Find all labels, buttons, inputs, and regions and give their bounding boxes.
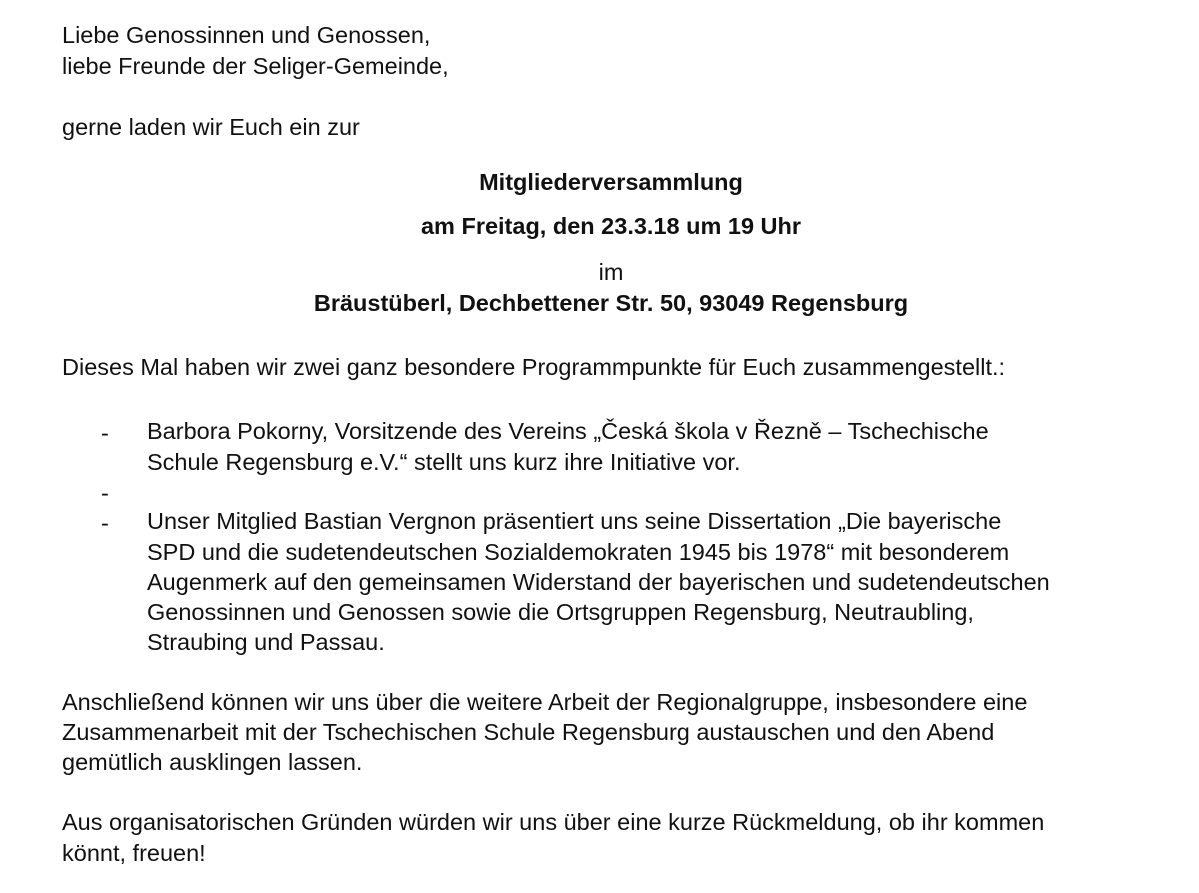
salutation-line-1: Liebe Genossinnen und Genossen, — [62, 22, 431, 48]
bullet-dash: - — [101, 510, 109, 536]
intro-text: gerne laden wir Euch ein zur — [62, 114, 360, 140]
closing-paragraph-line-1: Anschließend können wir uns über die weitere Arbeit der Regionalgruppe, insbesondere eine — [62, 689, 1028, 715]
salutation-line-2: liebe Freunde der Seliger-Gemeinde, — [62, 53, 449, 79]
program-item-3-line-2: SPD und die sudetendeutschen Sozialdemokraten 1945 bis 1978“ mit besonderem — [147, 539, 1010, 565]
event-date: am Freitag, den 23.3.18 um 19 Uhr — [420, 213, 802, 239]
event-title: Mitgliederversammlung — [479, 169, 743, 195]
rsvp-paragraph-line-2: könnt, freuen! — [62, 840, 206, 866]
closing-paragraph-line-3: gemütlich ausklingen lassen. — [62, 749, 363, 775]
program-intro: Dieses Mal haben wir zwei ganz besondere Programmpunkte für Euch zusammengestellt.: — [62, 354, 1006, 380]
program-item-1-line-1: Barbora Pokorny, Vorsitzende des Vereins „Česká škola v Řezně – Tschechische — [147, 418, 989, 444]
closing-paragraph-line-2: Zusammenarbeit mit der Tschechischen Schule Regensburg austauschen und den Abend — [62, 719, 995, 745]
program-item-3-line-1: Unser Mitglied Bastian Vergnon präsentiert uns seine Dissertation „Die bayerische — [147, 508, 1002, 534]
bullet-dash: - — [101, 420, 109, 446]
event-connector: im — [598, 259, 624, 285]
program-item-1-line-2: Schule Regensburg e.V.“ stellt uns kurz ihre Initiative vor. — [147, 449, 741, 475]
bullet-dash: - — [101, 480, 109, 506]
program-item-3-line-4: Genossinnen und Genossen sowie die Ortsgruppen Regensburg, Neutraubling, — [147, 599, 974, 625]
program-item-3-line-3: Augenmerk auf den gemeinsamen Widerstand der bayerischen und sudetendeutschen — [147, 569, 1050, 595]
program-item-3-line-5: Straubing und Passau. — [147, 629, 385, 655]
rsvp-paragraph-line-1: Aus organisatorischen Gründen würden wir uns über eine kurze Rückmeldung, ob ihr kommen — [62, 809, 1045, 835]
event-location: Bräustüberl, Dechbettener Str. 50, 93049 Regensburg — [313, 290, 909, 316]
